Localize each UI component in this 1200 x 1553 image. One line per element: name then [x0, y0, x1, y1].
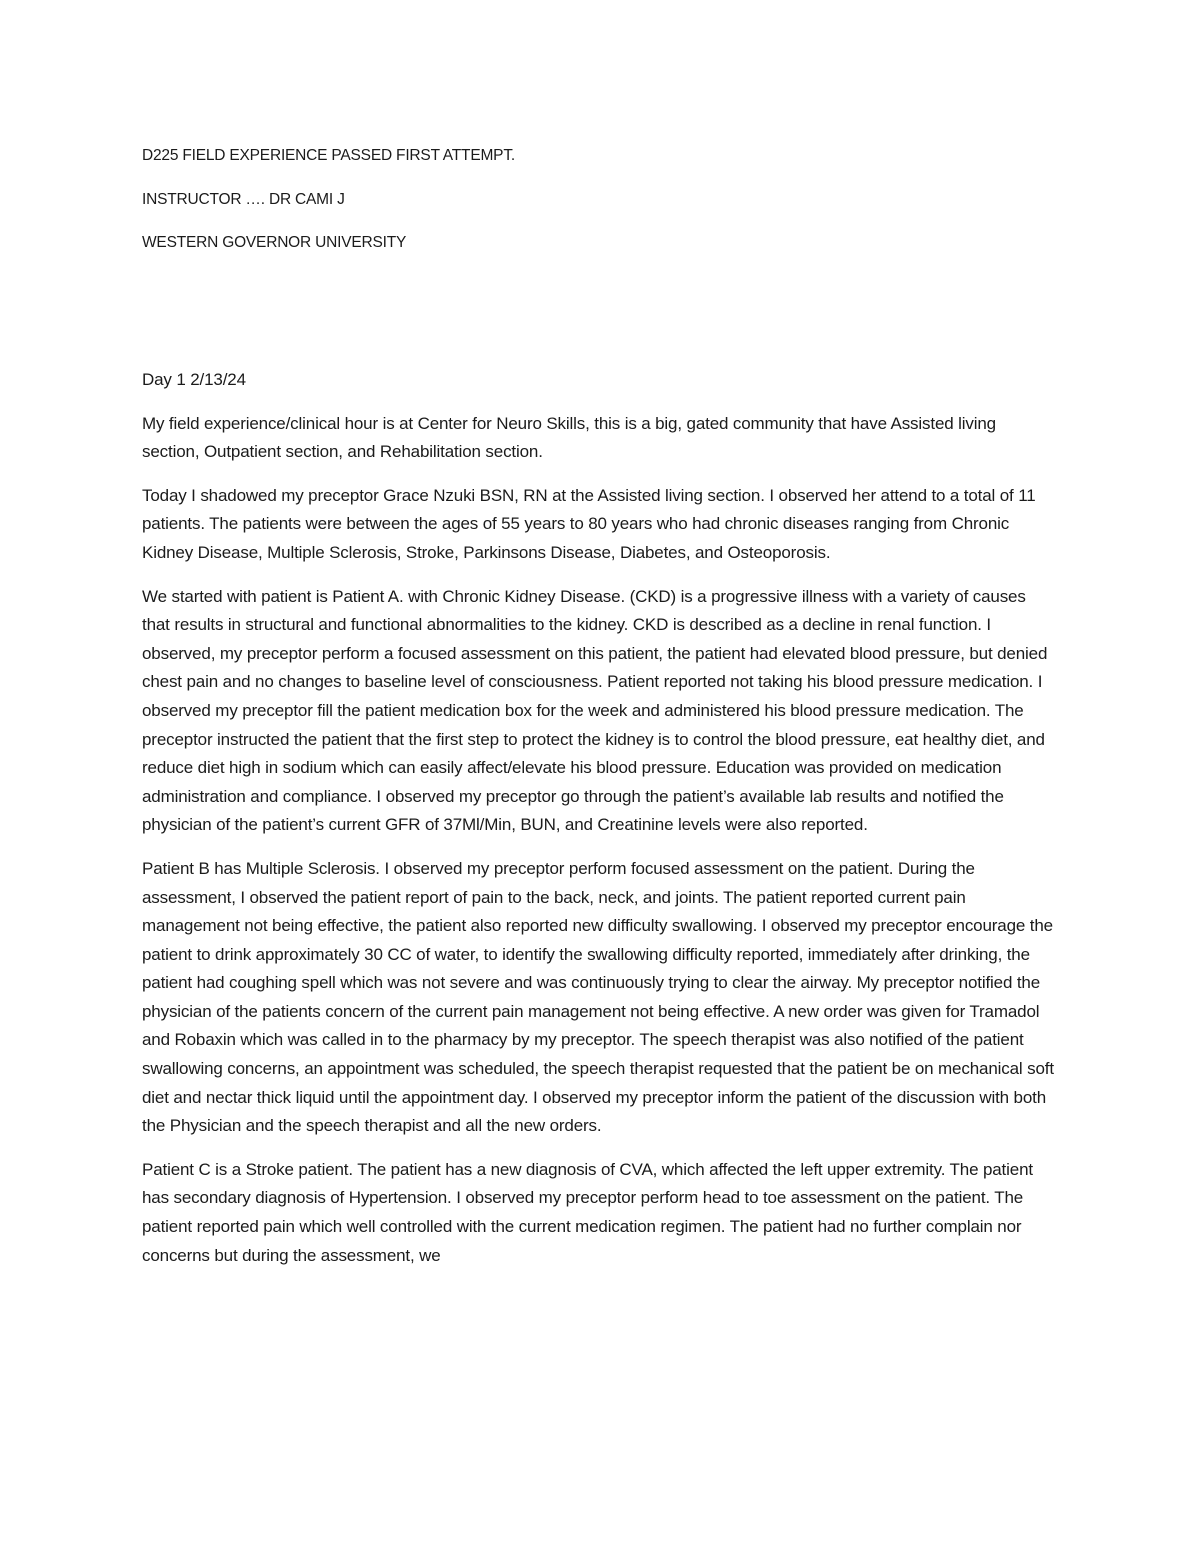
paragraph-patient-a: We started with patient is Patient A. with Chronic Kidney Disease. (CKD) is a progressive illness with a variety of causes that results in structural and functional abnormalities to the kidney. CKD is described as a decline in renal function. I observed, my preceptor perform a focused assessment on this patient, the patient had elevated blood pressure, but denied chest pain and no changes to baseline level of consciousness. Patient reported not taking his blood pressure medication. I observed my preceptor fill the patient medication box for the week and administered his blood pressure medication. The preceptor instructed the patient that the first step to protect the kidney is to control the blood pressure, eat healthy diet, and reduce diet high in sodium which can easily affect/elevate his blood pressure. Education was provided on medication administration and compliance. I observed my preceptor go through the patient’s available lab results and notified the physician of the patient’s current GFR of 37Ml/Min, BUN, and Creatinine levels were also reported.	[142, 586, 1048, 835]
paragraph-field-experience-location: My field experience/clinical hour is at Center for Neuro Skills, this is a big, gated community that have Assisted living section, Outpatient section, and Rehabilitation section.	[142, 413, 996, 462]
instructor-line: INSTRUCTOR …. DR CAMI J	[142, 191, 345, 208]
school-name: WESTERN GOVERNOR UNIVERSITY	[142, 234, 407, 251]
day-heading: Day 1 2/13/24	[142, 370, 246, 389]
journal-entry	[142, 366, 1057, 1285]
paragraph-patient-b: Patient B has Multiple Sclerosis. I observed my preceptor perform focused assessment on the patient. During the assessment, I observed the patient report of pain to the back, neck, and joints. The patient reported current pain management not being effective, the patient also reported new difficulty swallowing. I observed my preceptor encourage the patient to drink approximately 30 CC of water, to identify the swallowing difficulty reported, immediately after drinking, the patient had coughing spell which was not severe and was continuously trying to clear the airway. My preceptor notified the physician of the patients concern of the current pain management not being effective. A new order was given for Tramadol and Robaxin which was called in to the pharmacy by my preceptor. The speech therapist was also notified of the patient swallowing concerns, an appointment was scheduled, the speech therapist requested that the patient be on mechanical soft diet and nectar thick liquid until the appointment day. I observed my preceptor inform the patient of the discussion with both the Physician and the speech therapist and all the new orders.	[142, 858, 1054, 1136]
course-title: D225 FIELD EXPERIENCE PASSED FIRST ATTEMPT.	[142, 147, 515, 164]
paragraph-preceptor-overview: Today I shadowed my preceptor Grace Nzuki BSN, RN at the Assisted living section. I observed her attend to a total of 11 patients. The patients were between the ages of 55 years to 80 years who had chronic diseases ranging from Chronic Kidney Disease, Multiple Sclerosis, Stroke, Parkinsons Disease, Diabetes, and Osteoporosis.	[142, 485, 1036, 562]
paragraph-patient-c: Patient C is a Stroke patient. The patient has a new diagnosis of CVA, which affected the left upper extremity. The patient has secondary diagnosis of Hypertension. I observed my preceptor perform head to toe assessment on the patient. The patient reported pain which well controlled with the current medication regimen. The patient had no further complain nor concerns but during the assessment, we	[142, 1159, 1033, 1265]
